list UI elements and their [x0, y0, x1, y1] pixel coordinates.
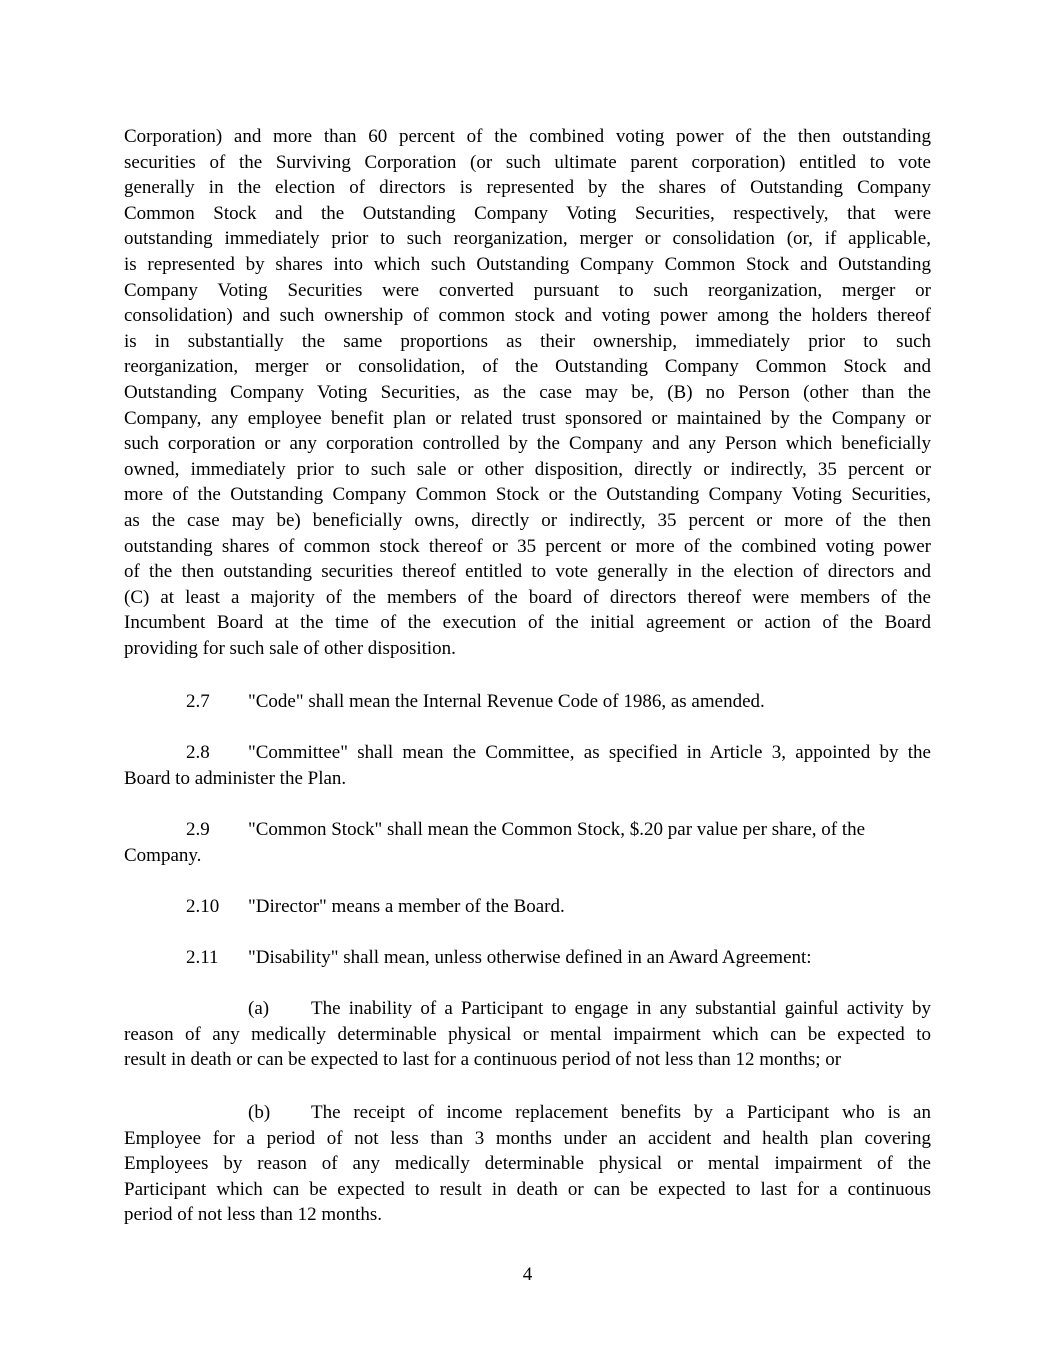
- text-line: "Committee" shall mean the Committee, as specified in Article 3, appointed by the: [248, 742, 931, 763]
- section-number: 2.11: [186, 947, 219, 968]
- text-line: Corporation) and more than 60 percent of the combined voting power of the then outstanding: [124, 126, 931, 147]
- section-2-9-common-stock: [124, 817, 931, 868]
- subsection-b: [124, 1100, 931, 1228]
- text-line: Employee for a period of not less than 3 months under an accident and health plan covering: [124, 1127, 931, 1149]
- text-line: "Director" means a member of the Board.: [248, 896, 565, 917]
- text-line: Company Voting Securities were converted pursuant to such reorganization, merger or: [124, 279, 931, 301]
- text-line: reason of any medically determinable physical or mental impairment which can be expected to: [124, 1023, 931, 1045]
- section-number: (a): [248, 998, 270, 1019]
- section-number: 2.7: [186, 691, 210, 712]
- section-number: 2.10: [186, 896, 220, 917]
- text-line: Outstanding Company Voting Securities, as the case may be, (B) no Person (other than the: [124, 381, 931, 403]
- text-line: outstanding immediately prior to such reorganization, merger or consolidation (or, if applicable,: [124, 228, 931, 250]
- paragraph-change-in-control-continued: [124, 124, 931, 661]
- text-line: outstanding shares of common stock thereof or 35 percent or more of the combined voting power: [124, 535, 931, 557]
- text-line: as the case may be) beneficially owns, directly or indirectly, 35 percent or more of the then: [124, 509, 931, 531]
- section-2-11-disability: [124, 945, 931, 971]
- text-line: more of the Outstanding Company Common Stock or the Outstanding Company Voting Securities,: [124, 484, 931, 506]
- section-2-7-code: [124, 689, 931, 715]
- text-line: of the then outstanding securities thereof entitled to vote generally in the election of directors and: [124, 561, 931, 583]
- text-line: such corporation or any corporation controlled by the Company and any Person which beneficially: [124, 433, 931, 455]
- text-line: period of not less than 12 months.: [124, 1204, 383, 1226]
- subsection-a: [124, 996, 931, 1073]
- text-line: securities of the Surviving Corporation (or such ultimate parent corporation) entitled to vote: [124, 151, 931, 173]
- text-line: consolidation) and such ownership of common stock and voting power among the holders thereof: [124, 305, 931, 327]
- text-line: owned, immediately prior to such sale or other disposition, directly or indirectly, 35 percent or: [124, 458, 931, 480]
- text-line: The inability of a Participant to engage in any substantial gainful activity by: [311, 998, 931, 1019]
- text-line: providing for such sale of other disposition.: [124, 637, 456, 659]
- text-line: is represented by shares into which such Outstanding Company Common Stock and Outstanding: [124, 253, 931, 275]
- section-2-10-director: [124, 894, 931, 920]
- section-number: (b): [248, 1102, 271, 1123]
- text-line: "Common Stock" shall mean the Common Stock, $.20 par value per share, of the: [248, 819, 866, 840]
- section-number: 2.9: [186, 819, 210, 840]
- text-line: reorganization, merger or consolidation, of the Outstanding Company Common Stock and: [124, 356, 931, 378]
- text-line: Company.: [124, 844, 202, 866]
- section-2-8-committee: [124, 740, 931, 791]
- text-line: Common Stock and the Outstanding Company Voting Securities, respectively, that were: [124, 202, 931, 224]
- text-line: result in death or can be expected to last for a continuous period of not less than 12 months; or: [124, 1049, 842, 1071]
- text-line: "Code" shall mean the Internal Revenue Code of 1986, as amended.: [248, 691, 765, 712]
- section-number: 2.8: [186, 742, 210, 763]
- text-line: generally in the election of directors is represented by the shares of Outstanding Company: [124, 177, 931, 199]
- text-line: (C) at least a majority of the members of the board of directors thereof were members of the: [124, 586, 931, 608]
- text-line: is in substantially the same proportions as their ownership, immediately prior to such: [124, 330, 931, 352]
- text-line: "Disability" shall mean, unless otherwise defined in an Award Agreement:: [248, 947, 812, 968]
- text-line: Employees by reason of any medically determinable physical or mental impairment of the: [124, 1153, 931, 1175]
- text-line: Incumbent Board at the time of the execution of the initial agreement or action of the Board: [124, 612, 931, 634]
- text-line: Board to administer the Plan.: [124, 767, 347, 789]
- text-line: Participant which can be expected to result in death or can be expected to last for a continuous: [124, 1178, 931, 1200]
- text-line: Company, any employee benefit plan or related trust sponsored or maintained by the Company or: [124, 407, 931, 429]
- page-number: 4: [522, 1264, 533, 1285]
- text-line: The receipt of income replacement benefits by a Participant who is an: [311, 1102, 931, 1123]
